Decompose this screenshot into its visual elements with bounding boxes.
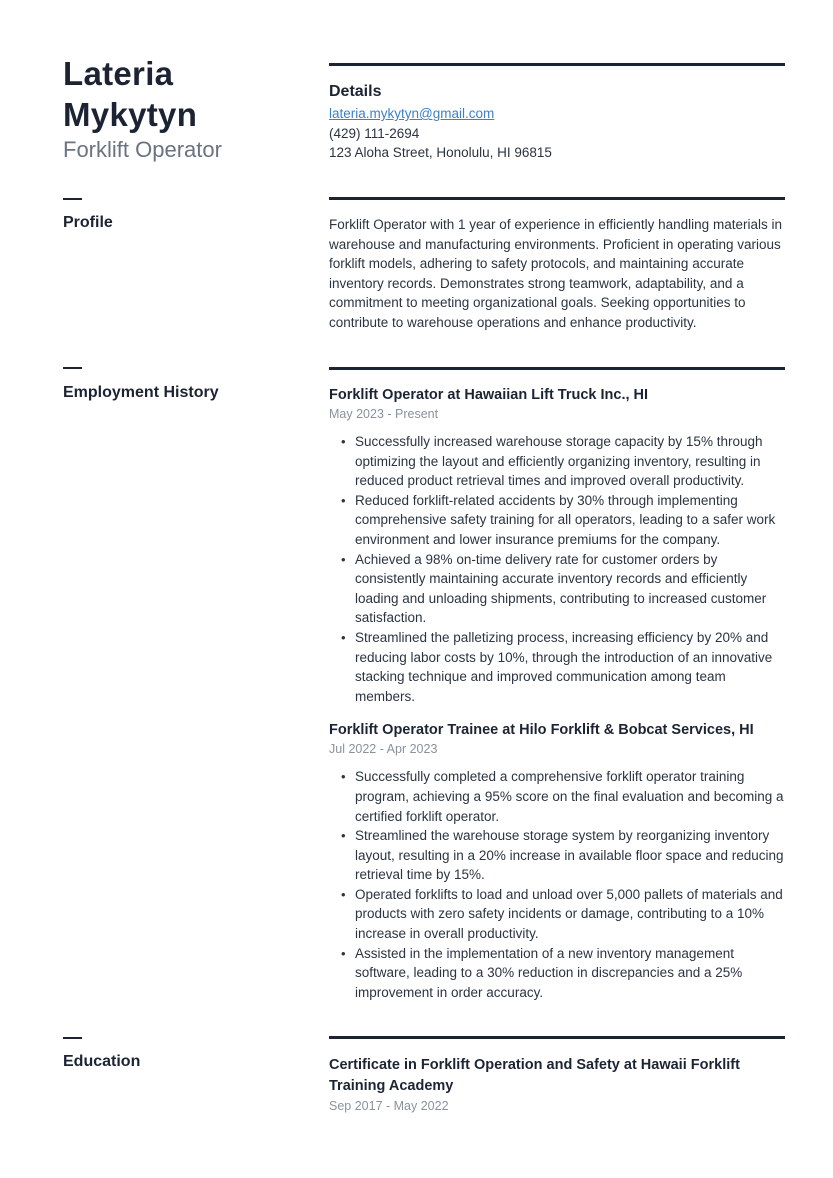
bullet-item: • Achieved a 98% on-time delivery rate for customer orders by consistently maintaining accurate inventory records and efficiently loading and unloading shipments, contributing to increased customer satisfaction. <box>329 550 785 628</box>
section-dash <box>63 1037 82 1039</box>
education-heading: Education <box>63 1053 141 1070</box>
bullet-item: • Operated forklifts to load and unload over 5,000 pallets of materials and products with zero safety incidents or damage, contributing to a 10% increase in overall productivity. <box>329 885 785 944</box>
email-link[interactable]: lateria.mykytyn@gmail.com <box>329 106 495 121</box>
job-bullets <box>329 432 785 706</box>
profile-text: Forklift Operator with 1 year of experience in efficiently handling materials in warehouse and manufacturing environments. Proficient in operating various forklift models, adhering to safety protocols, and maintaining accurate inventory records. Demonstrates strong teamwork, adaptability, and a commitment to meeting organizational goals. Seeking opportunities to contribute to warehouse operations and enhance productivity. <box>329 217 782 330</box>
details-section <box>329 63 785 163</box>
profile-label-block <box>63 198 303 233</box>
resume-header <box>63 53 303 164</box>
job-entry <box>329 385 785 706</box>
job-title: Forklift Operator <box>63 137 222 162</box>
employment-section <box>329 367 785 1002</box>
job-dates: Jul 2022 - Apr 2023 <box>329 742 438 757</box>
profile-heading: Profile <box>63 214 113 231</box>
education-section <box>329 1036 785 1115</box>
job-entry <box>329 720 785 1002</box>
education-label-block <box>63 1037 303 1072</box>
employment-heading: Employment History <box>63 384 219 401</box>
employment-label-block <box>63 367 303 403</box>
section-rule <box>329 1036 785 1039</box>
job-heading: Forklift Operator at Hawaiian Lift Truck Inc., HI <box>329 387 649 403</box>
details-heading: Details <box>329 83 382 100</box>
education-entry <box>329 1055 785 1115</box>
last-name: Mykytyn <box>63 96 198 133</box>
section-dash <box>63 367 82 369</box>
education-heading-line: Certificate in Forklift Operation and Safety at Hawaii Forklift Training Academy <box>329 1057 740 1094</box>
bullet-item: • Streamlined the warehouse storage system by reorganizing inventory layout, resulting in a 20% increase in available floor space and reducing retrieval time by 15%. <box>329 826 785 885</box>
section-rule <box>329 63 785 66</box>
job-bullets <box>329 767 785 1002</box>
section-dash <box>63 198 82 200</box>
first-name: Lateria <box>63 55 174 92</box>
education-dates: Sep 2017 - May 2022 <box>329 1099 449 1113</box>
profile-section <box>329 197 785 333</box>
address: 123 Aloha Street, Honolulu, HI 96815 <box>329 145 552 160</box>
phone-number: (429) 111-2694 <box>329 125 420 141</box>
bullet-item: • Successfully increased warehouse storage capacity by 15% through optimizing the layout and efficiently organizing inventory, resulting in reduced product retrieval times and improved overall productivity. <box>329 432 785 491</box>
bullet-item: • Assisted in the implementation of a new inventory management software, leading to a 30% reduction in discrepancies and a 25% improvement in order accuracy. <box>329 944 785 1003</box>
bullet-item: • Successfully completed a comprehensive forklift operator training program, achieving a 95% score on the final evaluation and becoming a certified forklift operator. <box>329 767 785 826</box>
bullet-item: • Streamlined the palletizing process, increasing efficiency by 20% and reducing labor costs by 10%, through the introduction of an innovative stacking technique and improved communication among team members. <box>329 628 785 706</box>
email-row <box>329 104 785 124</box>
job-heading: Forklift Operator Trainee at Hilo Forklift & Bobcat Services, HI <box>329 722 754 739</box>
section-rule <box>329 367 785 370</box>
job-dates: May 2023 - Present <box>329 407 439 421</box>
bullet-item: • Reduced forklift-related accidents by 30% through implementing comprehensive safety training for all operators, leading to a safer work environment and lower insurance premiums for the company. <box>329 491 785 550</box>
section-rule <box>329 197 785 200</box>
